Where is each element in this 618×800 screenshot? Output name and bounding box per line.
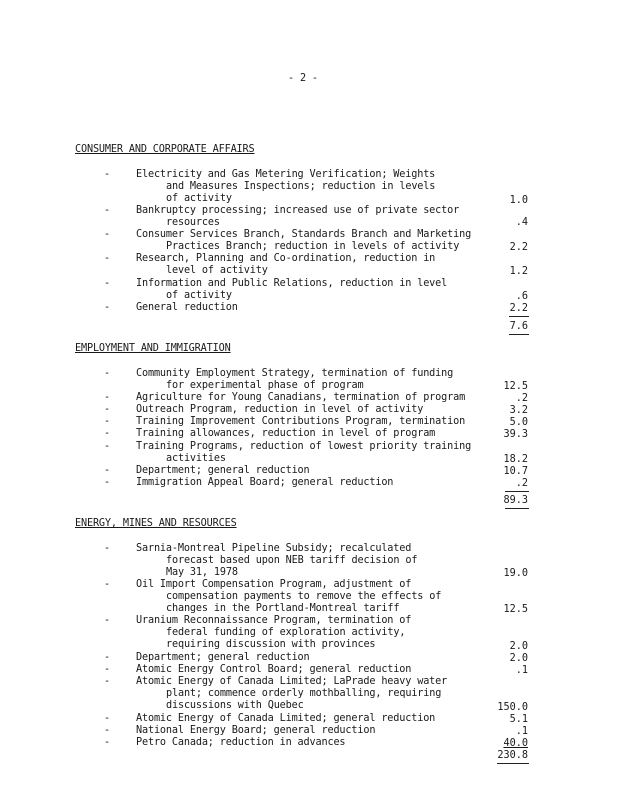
- item-amount: .4: [515, 217, 528, 228]
- bullet-dash: -: [104, 441, 111, 452]
- item-line: federal funding of exploration activity,: [166, 627, 406, 638]
- total-rule: [505, 508, 529, 509]
- item-amount: 1.2: [509, 266, 528, 277]
- item-amount: .2: [515, 393, 528, 404]
- bullet-dash: -: [104, 416, 111, 427]
- item-line: activities: [166, 453, 226, 464]
- item-line: for experimental phase of program: [166, 380, 364, 391]
- item-amount: 39.3: [503, 429, 528, 440]
- item-amount: 12.5: [503, 381, 528, 392]
- total-rule: [497, 763, 529, 764]
- bullet-dash: -: [104, 302, 111, 313]
- item-line: Outreach Program, reduction in level of activity: [136, 404, 424, 415]
- section-total: 89.3: [503, 495, 528, 506]
- item-line: forecast based upon NEB tariff decision of: [166, 555, 418, 566]
- item-amount: 2.2: [509, 242, 528, 253]
- item-amount: 40.0: [503, 738, 528, 749]
- section-heading: EMPLOYMENT AND IMMIGRATION: [75, 343, 231, 354]
- bullet-dash: -: [104, 615, 111, 626]
- item-line: Consumer Services Branch, Standards Branch and Marketing: [136, 229, 472, 240]
- item-line: Training allowances, reduction in level of program: [136, 428, 436, 439]
- item-line: of activity: [166, 193, 232, 204]
- item-line: Research, Planning and Co-ordination, reduction in: [136, 253, 436, 264]
- item-line: compensation payments to remove the effects of: [166, 591, 442, 602]
- item-amount: 1.0: [509, 195, 528, 206]
- item-line: Atomic Energy of Canada Limited; general reduction: [136, 713, 436, 724]
- item-line: discussions with Quebec: [166, 700, 304, 711]
- item-amount: 2.0: [509, 641, 528, 652]
- item-line: Atomic Energy Control Board; general reduction: [136, 664, 412, 675]
- item-line: of activity: [166, 290, 232, 301]
- item-amount: .1: [515, 726, 528, 737]
- bullet-dash: -: [104, 664, 111, 675]
- bullet-dash: -: [104, 737, 111, 748]
- bullet-dash: -: [104, 278, 111, 289]
- item-amount: 19.0: [503, 568, 528, 579]
- bullet-dash: -: [104, 725, 111, 736]
- section-total: 7.6: [509, 321, 528, 332]
- item-line: Training Improvement Contributions Program, termination: [136, 416, 466, 427]
- item-line: Training Programs, reduction of lowest priority training: [136, 441, 472, 452]
- item-line: National Energy Board; general reduction: [136, 725, 376, 736]
- bullet-dash: -: [104, 465, 111, 476]
- bullet-dash: -: [104, 652, 111, 663]
- item-line: Sarnia-Montreal Pipeline Subsidy; recalculated: [136, 543, 412, 554]
- item-amount: 2.2: [509, 303, 528, 314]
- item-amount: 5.0: [509, 417, 528, 428]
- subtotal-rule: [509, 316, 529, 317]
- bullet-dash: -: [104, 428, 111, 439]
- bullet-dash: -: [104, 404, 111, 415]
- item-line: Practices Branch; reduction in levels of activity: [166, 241, 460, 252]
- item-amount: 12.5: [503, 604, 528, 615]
- bullet-dash: -: [104, 169, 111, 180]
- item-amount: 2.0: [509, 653, 528, 664]
- item-amount: 150.0: [497, 702, 528, 713]
- section-heading: CONSUMER AND CORPORATE AFFAIRS: [75, 144, 255, 155]
- bullet-dash: -: [104, 713, 111, 724]
- item-line: Information and Public Relations, reduction in level: [136, 278, 448, 289]
- item-line: Petro Canada; reduction in advances: [136, 737, 346, 748]
- item-line: General reduction: [136, 302, 238, 313]
- item-line: Department; general reduction: [136, 652, 310, 663]
- item-amount: .2: [515, 478, 528, 489]
- item-line: level of activity: [166, 265, 268, 276]
- item-amount: 10.7: [503, 466, 528, 477]
- item-line: requiring discussion with provinces: [166, 639, 376, 650]
- page-number: - 2 -: [288, 73, 318, 84]
- item-line: Oil Import Compensation Program, adjustment of: [136, 579, 412, 590]
- subtotal-rule: [505, 491, 529, 492]
- item-line: Electricity and Gas Metering Verification; Weights: [136, 169, 436, 180]
- item-line: Department; general reduction: [136, 465, 310, 476]
- item-amount: .6: [515, 291, 528, 302]
- item-line: resources: [166, 217, 220, 228]
- section-total: 230.8: [497, 750, 528, 761]
- item-line: Uranium Reconnaissance Program, termination of: [136, 615, 412, 626]
- total-rule: [509, 334, 529, 335]
- item-line: Community Employment Strategy, termination of funding: [136, 368, 454, 379]
- item-line: Bankruptcy processing; increased use of private sector: [136, 205, 460, 216]
- item-line: changes in the Portland-Montreal tariff: [166, 603, 400, 614]
- item-line: Atomic Energy of Canada Limited; LaPrade heavy water: [136, 676, 448, 687]
- item-line: May 31, 1978: [166, 567, 238, 578]
- bullet-dash: -: [104, 253, 111, 264]
- item-amount: .1: [515, 665, 528, 676]
- bullet-dash: -: [104, 368, 111, 379]
- bullet-dash: -: [104, 205, 111, 216]
- bullet-dash: -: [104, 477, 111, 488]
- item-line: plant; commence orderly mothballing, requiring: [166, 688, 442, 699]
- item-line: Agriculture for Young Canadians, termination of program: [136, 392, 466, 403]
- item-amount: 18.2: [503, 454, 528, 465]
- bullet-dash: -: [104, 229, 111, 240]
- bullet-dash: -: [104, 543, 111, 554]
- bullet-dash: -: [104, 579, 111, 590]
- item-line: and Measures Inspections; reduction in levels: [166, 181, 436, 192]
- bullet-dash: -: [104, 676, 111, 687]
- section-heading: ENERGY, MINES AND RESOURCES: [75, 518, 237, 529]
- item-amount: 3.2: [509, 405, 528, 416]
- item-line: Immigration Appeal Board; general reduction: [136, 477, 394, 488]
- bullet-dash: -: [104, 392, 111, 403]
- item-amount: 5.1: [509, 714, 528, 725]
